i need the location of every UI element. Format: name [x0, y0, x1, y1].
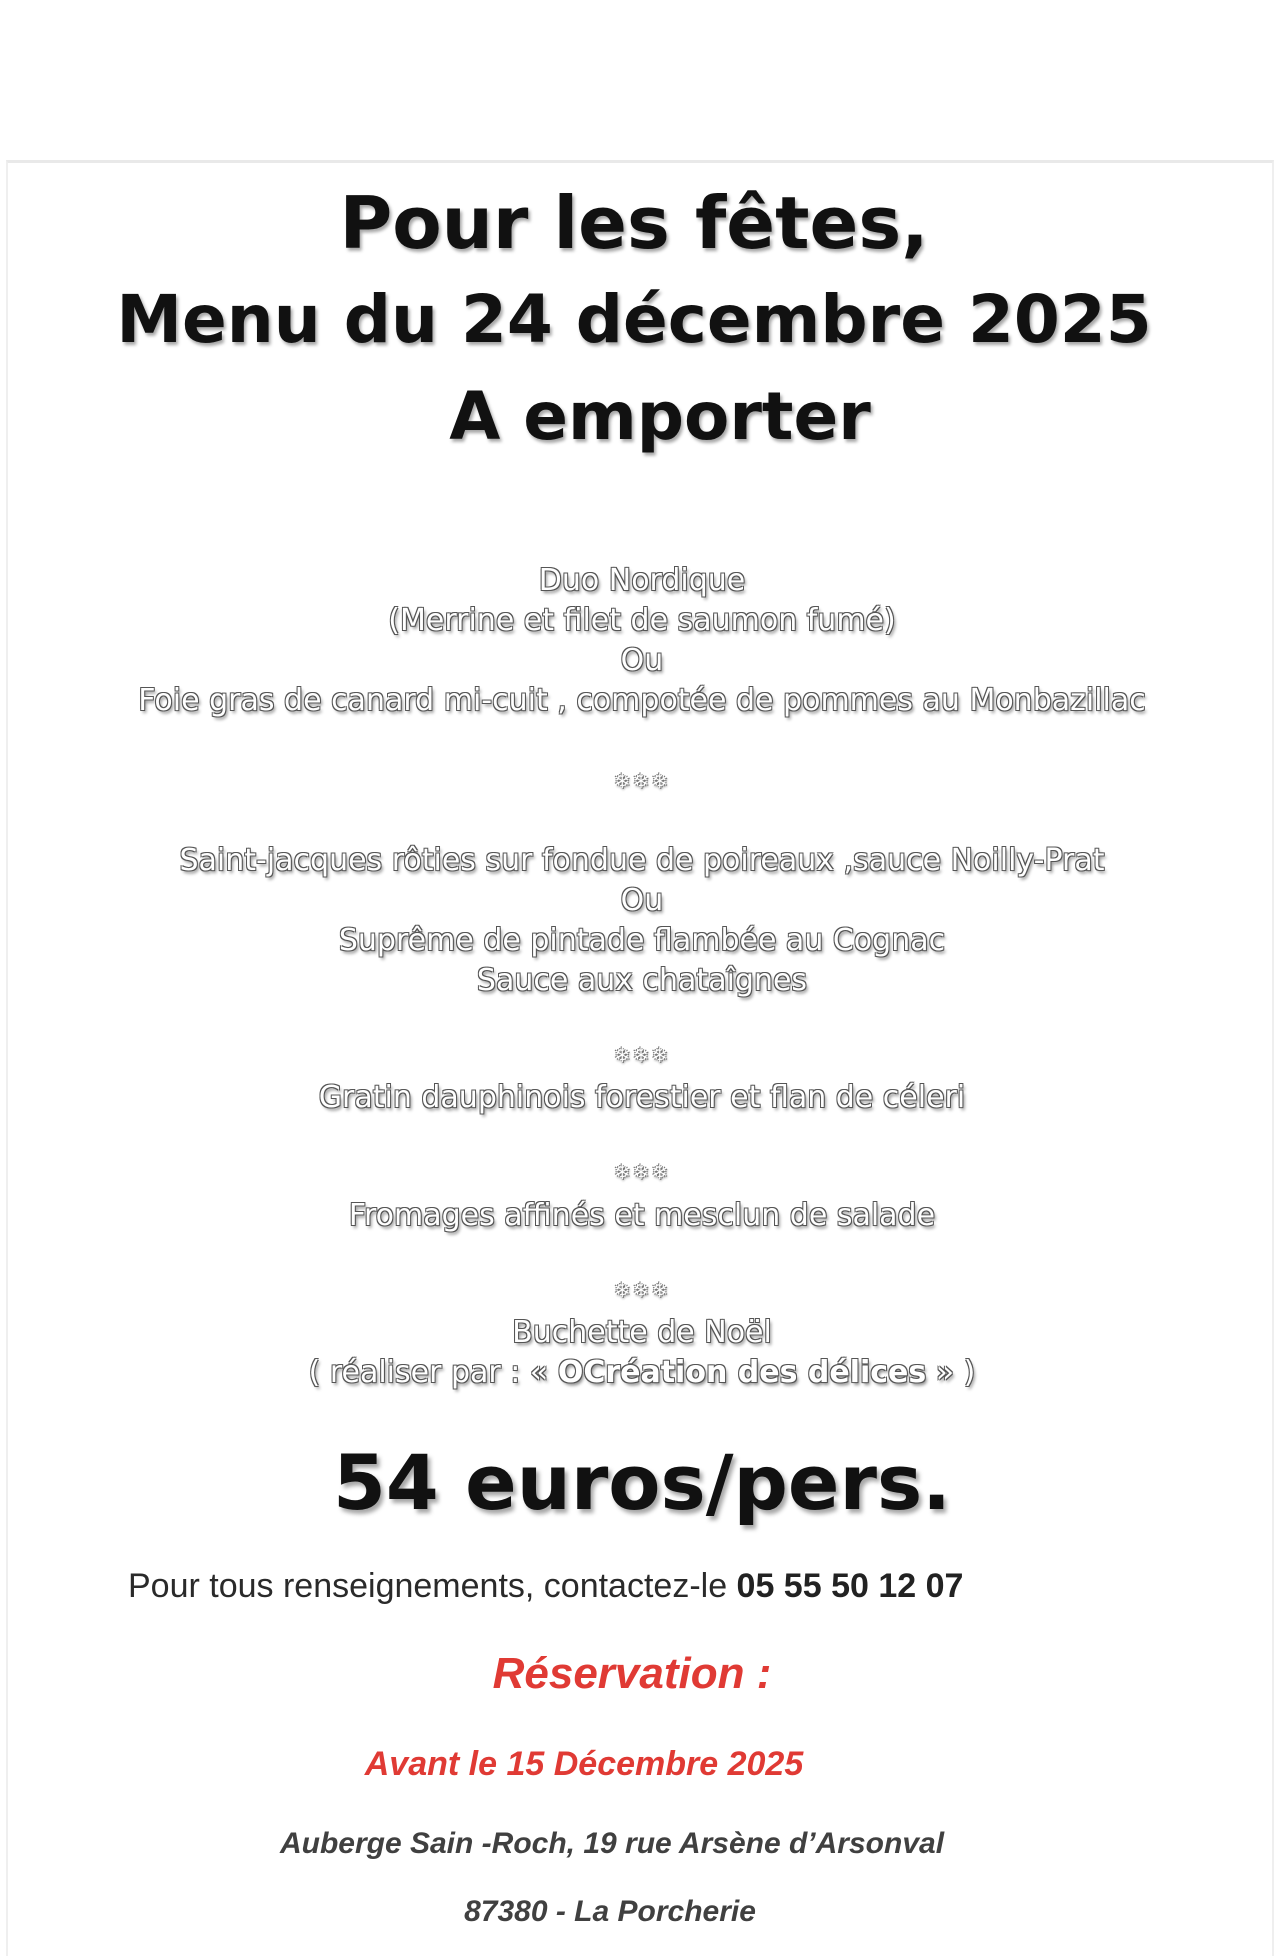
- dessert: Buchette de Noël: [512, 1315, 772, 1350]
- snowflake-separator: ❄❄❄: [613, 771, 671, 793]
- or-label: Ou: [620, 883, 664, 918]
- starter-option-2: Foie gras de canard mi-cuit , compotée de pommes au Monbazillac: [138, 683, 1146, 718]
- pastry-shop-name: OCréation des délices: [557, 1355, 927, 1390]
- address-street: Auberge Sain -Roch, 19 rue Arsène d’Arsonval: [279, 1827, 945, 1860]
- page-title: Pour les fêtes,: [339, 181, 929, 265]
- main-option-2: Suprême de pintade flambée au Cognac: [338, 923, 946, 958]
- or-label: Ou: [620, 643, 664, 678]
- main-option-1: Saint-jacques rôties sur fondue de poireaux ,sauce Noilly-Prat: [179, 843, 1105, 878]
- menu-date-heading: Menu du 24 décembre 2025: [116, 281, 1152, 358]
- cheese-course: Fromages affinés et mesclun de salade: [348, 1198, 936, 1233]
- snowflake-separator: ❄❄❄: [613, 1280, 671, 1302]
- reservation-title: Réservation :: [492, 1649, 772, 1698]
- starter-option-1-detail: (Merrine et filet de saumon fumé): [388, 603, 896, 638]
- dessert-detail-prefix: ( réaliser par : «: [308, 1355, 558, 1390]
- snowflake-separator: ❄❄❄: [613, 1045, 671, 1067]
- dessert-detail-suffix: » ): [926, 1355, 976, 1390]
- takeaway-heading: A emporter: [449, 378, 871, 455]
- side-dish: Gratin dauphinois forestier et flan de céleri: [318, 1080, 966, 1115]
- snowflake-separator: ❄❄❄: [613, 1162, 671, 1184]
- dessert-detail: [8, 1355, 1276, 1390]
- address-city: 87380 - La Porcherie: [464, 1895, 756, 1928]
- menu-sheet: [6, 160, 1274, 1956]
- main-option-2-sauce: Sauce aux chataîgnes: [476, 963, 808, 998]
- starter-option-1: Duo Nordique: [538, 563, 746, 598]
- contact-text: Pour tous renseignements, contactez-le: [128, 1567, 737, 1605]
- reservation-deadline: Avant le 15 Décembre 2025: [364, 1745, 804, 1783]
- price-per-person: 54 euros/pers.: [332, 1438, 952, 1527]
- contact-line: [128, 1567, 963, 1606]
- phone-number[interactable]: 05 55 50 12 07: [736, 1567, 964, 1605]
